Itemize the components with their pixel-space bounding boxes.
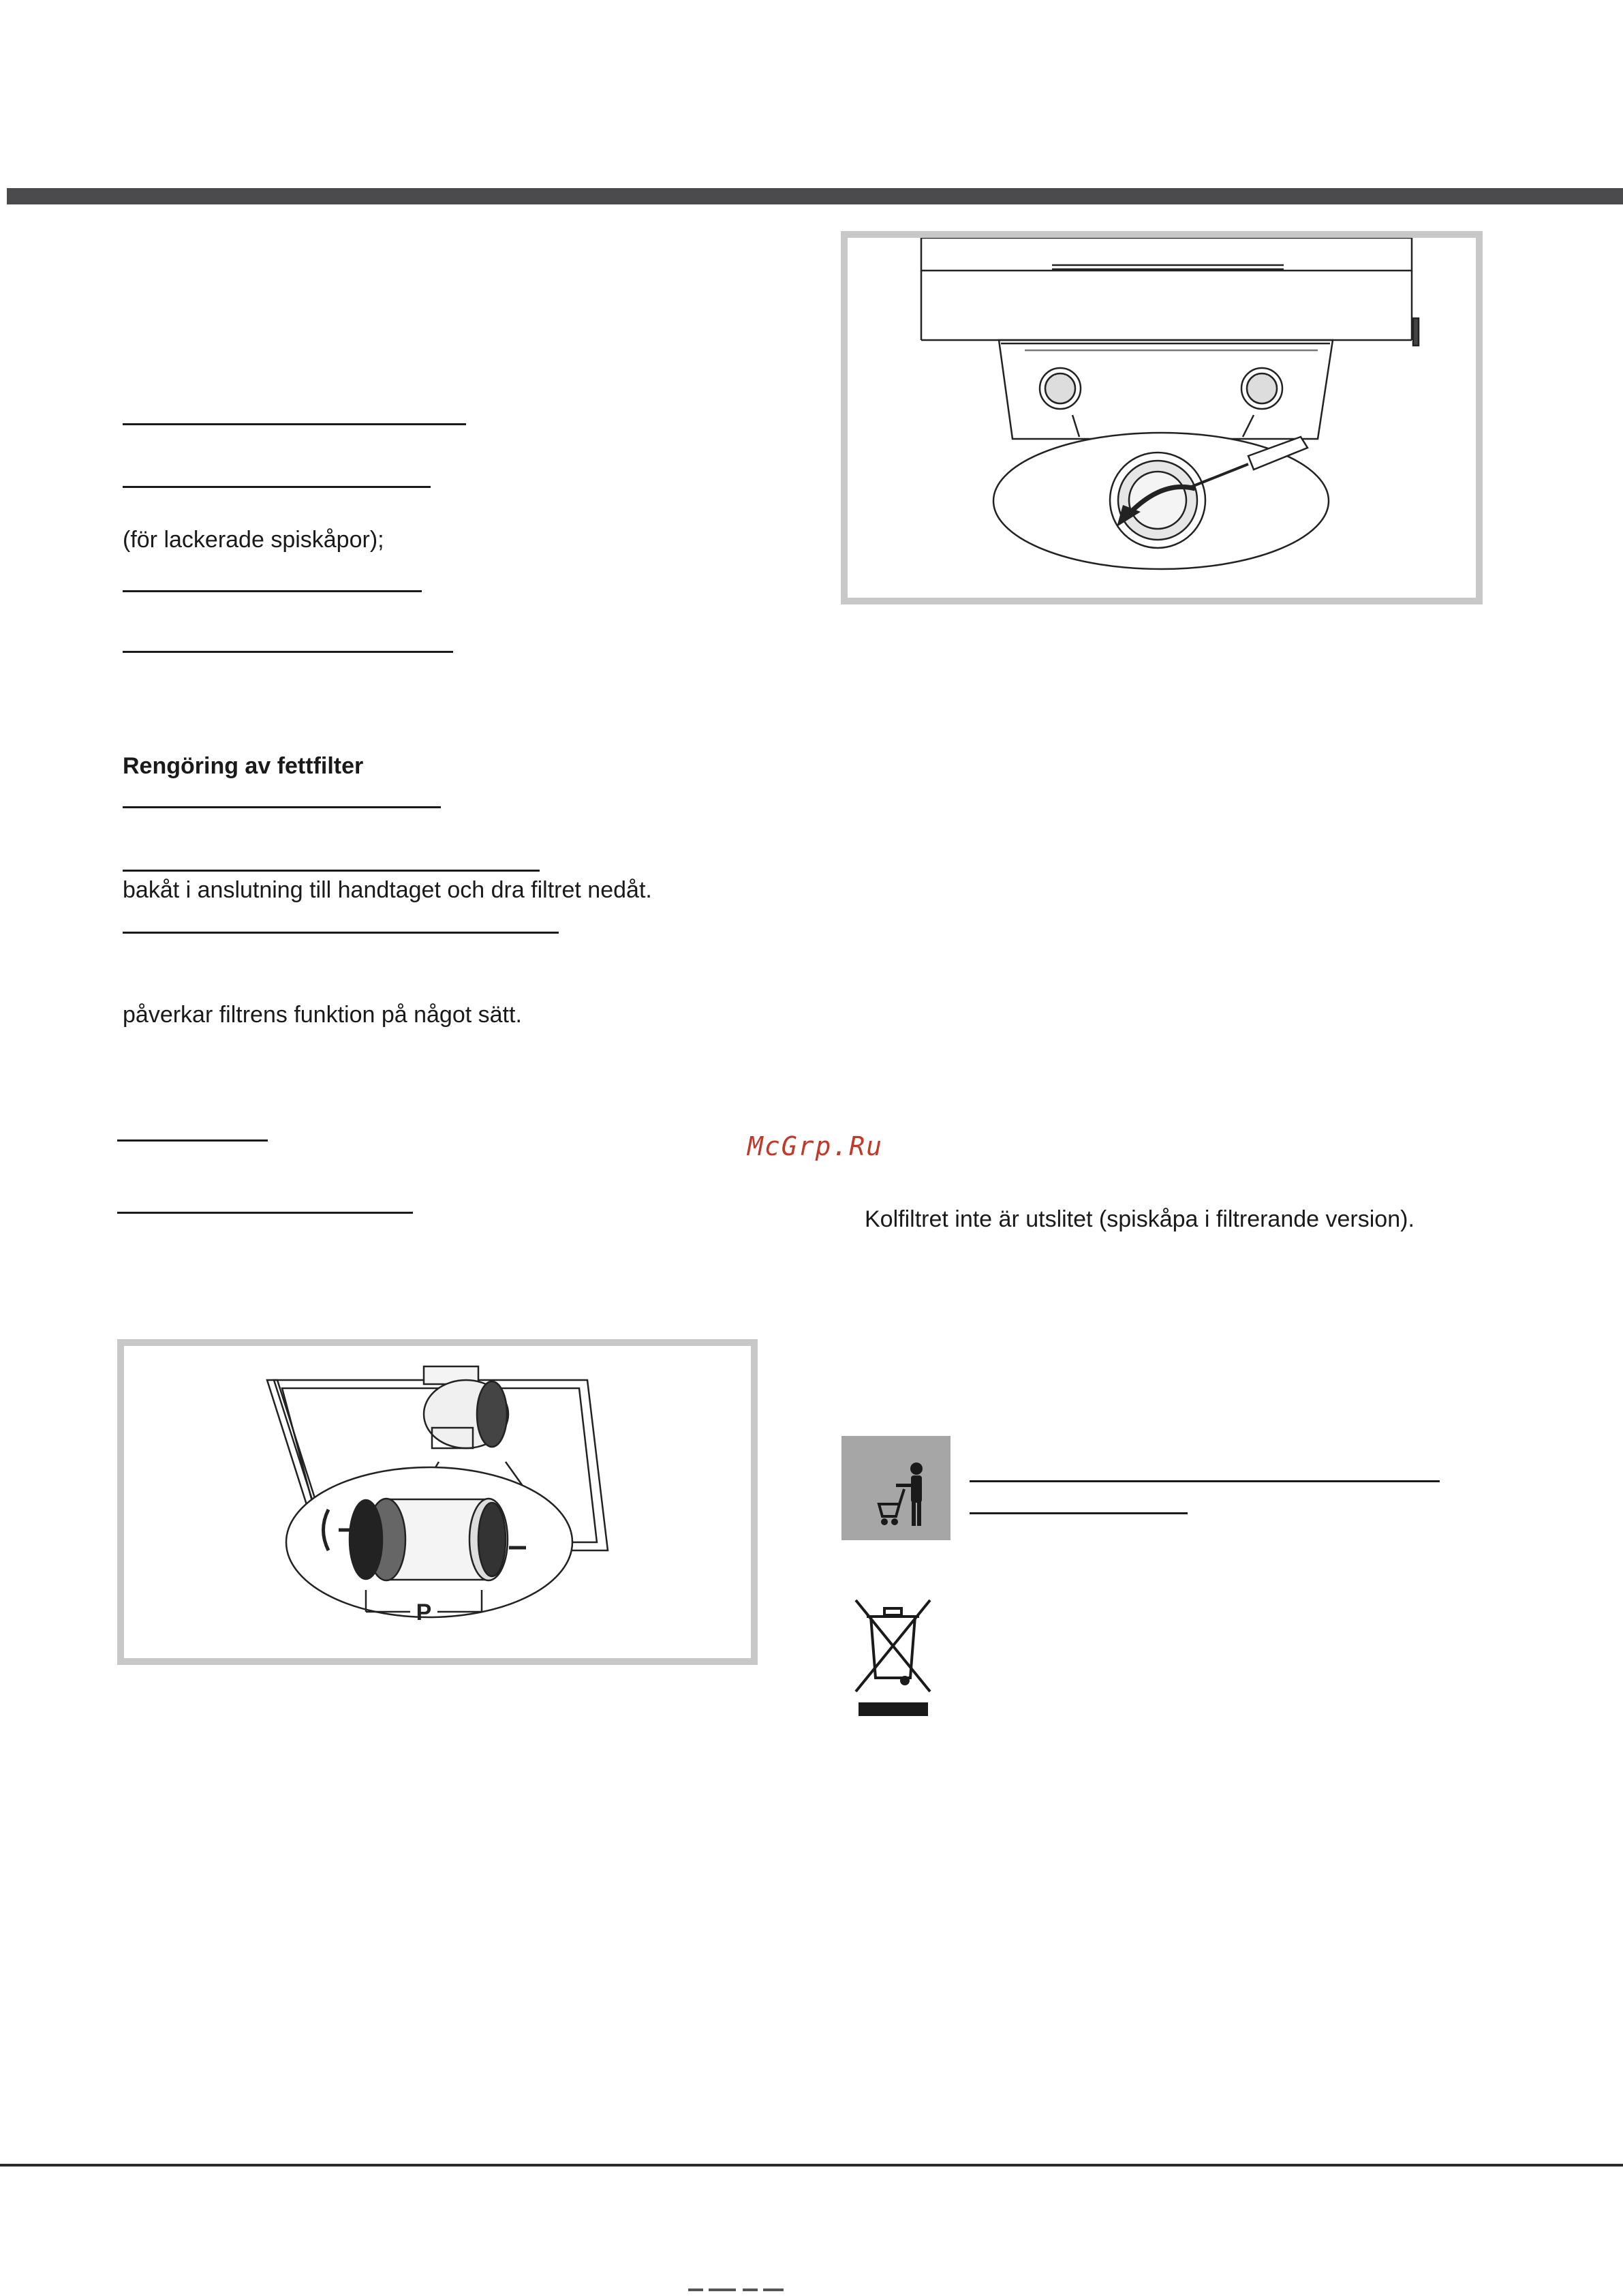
heading-grease-filter: Rengöring av fettfilter — [123, 753, 364, 779]
header-bar — [7, 188, 1623, 204]
carbon-filter-illustration — [124, 1346, 751, 1658]
lamp-illustration — [848, 238, 1476, 598]
footer-line — [0, 2164, 1623, 2167]
text-carbon-filter: Kolfiltret inte är utslitet (spiskåpa i filtrerande version). — [865, 1206, 1415, 1232]
underline-8 — [117, 1139, 268, 1142]
text-lacquer-note: (för lackerade spiskåpor); — [123, 527, 384, 553]
person-with-shopping-cart-icon — [841, 1436, 950, 1540]
underline-5 — [123, 806, 441, 808]
underline-9 — [117, 1212, 413, 1214]
underline-2 — [123, 486, 431, 488]
label-p: P — [416, 1599, 432, 1625]
crossed-out-wheelie-bin-icon — [850, 1596, 936, 1719]
watermark: McGrp.Ru — [747, 1131, 884, 1161]
underline-6 — [123, 870, 540, 872]
underline-7 — [123, 932, 559, 934]
underline-11 — [970, 1512, 1188, 1514]
underline-10 — [970, 1480, 1440, 1482]
footer-marks — [688, 2289, 797, 2291]
underline-1 — [123, 423, 466, 425]
underline-4 — [123, 651, 453, 653]
figure-lamp-replacement — [841, 231, 1483, 604]
figure-carbon-filter — [117, 1339, 758, 1665]
text-backwards: bakåt i anslutning till handtaget och dra filtret nedåt. — [123, 877, 652, 903]
underline-3 — [123, 590, 422, 592]
text-affects: påverkar filtrens funktion på något sätt. — [123, 1002, 522, 1028]
